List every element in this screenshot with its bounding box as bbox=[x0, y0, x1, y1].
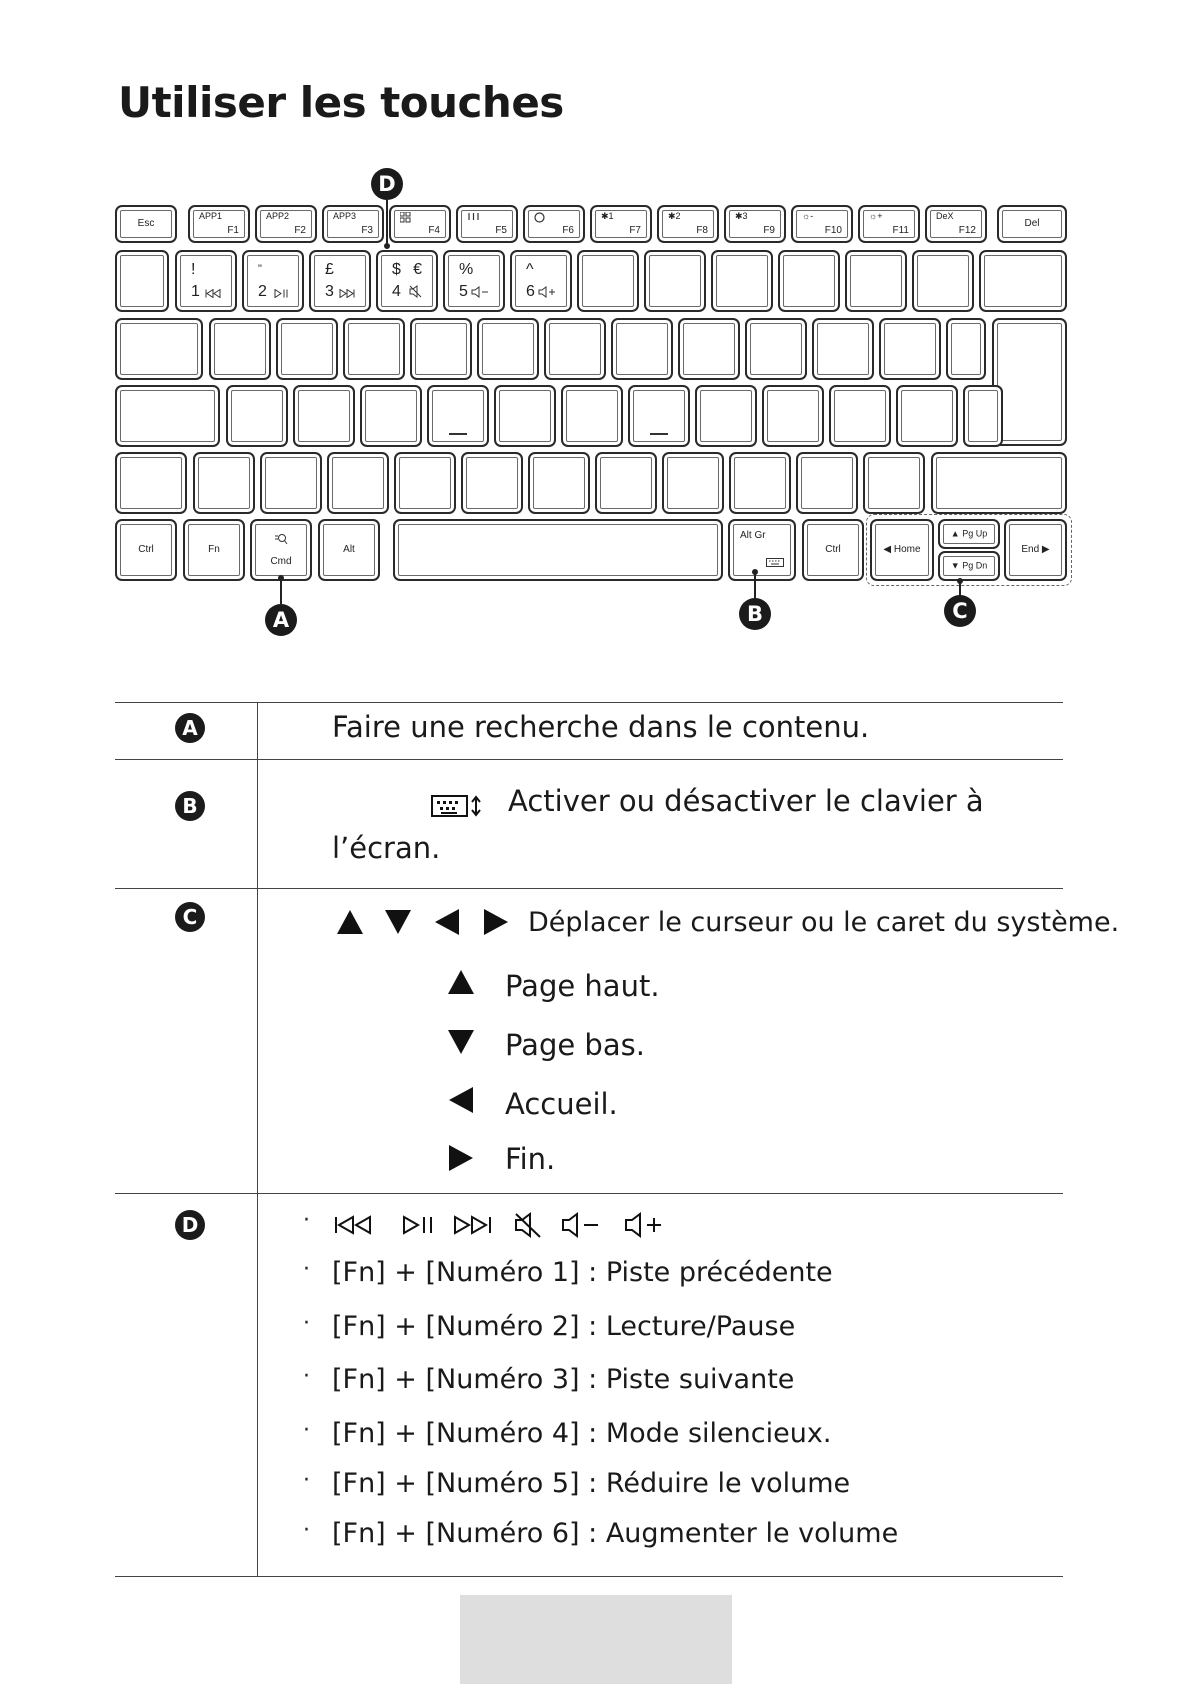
key-n bbox=[595, 452, 657, 514]
key-q bbox=[209, 318, 271, 380]
key-9 bbox=[711, 250, 773, 312]
key-c bbox=[394, 452, 456, 514]
key-label: 4 bbox=[392, 283, 401, 300]
mute-icon bbox=[513, 1211, 543, 1244]
search-icon bbox=[252, 533, 310, 548]
key-f9 bbox=[724, 205, 786, 243]
arrow-right-icon bbox=[449, 1145, 473, 1171]
key-top-label: ^ bbox=[526, 261, 534, 278]
row-b-text-line1: Activer ou désactiver le clavier à bbox=[508, 784, 984, 818]
key-period bbox=[796, 452, 858, 514]
key-label: Cmd bbox=[270, 556, 292, 567]
key-a bbox=[226, 385, 288, 447]
key-f8 bbox=[657, 205, 719, 243]
key-altgr-label: € bbox=[413, 261, 422, 278]
key-label: F2 bbox=[294, 225, 306, 236]
key-top-label: ✱2 bbox=[668, 211, 681, 221]
key-label: F3 bbox=[361, 225, 373, 236]
key-equals bbox=[912, 250, 974, 312]
keyboard-icon bbox=[766, 558, 784, 570]
key-g bbox=[494, 385, 556, 447]
row-d-item: [Fn] + [Numéro 6] : Augmenter le volume bbox=[332, 1518, 899, 1549]
key-shift-right bbox=[931, 452, 1067, 514]
home-circle-icon bbox=[534, 212, 545, 226]
previous-track-icon bbox=[205, 288, 221, 300]
key-3 bbox=[309, 250, 371, 312]
key-caps-lock bbox=[115, 385, 220, 447]
bullet: · bbox=[303, 1257, 310, 1282]
key-1 bbox=[175, 250, 237, 312]
key-label: End ▶ bbox=[1021, 544, 1050, 555]
key-label: 5 bbox=[459, 283, 468, 300]
row-c-main-text: Déplacer le curseur ou le caret du système. bbox=[528, 907, 1120, 938]
key-minus bbox=[845, 250, 907, 312]
key-label: 6 bbox=[526, 283, 535, 300]
key-label: Ctrl bbox=[825, 544, 841, 555]
page-title: Utiliser les touches bbox=[118, 78, 564, 127]
key-s bbox=[293, 385, 355, 447]
keyboard-illustration bbox=[0, 0, 1191, 660]
play-pause-icon bbox=[402, 1215, 434, 1240]
key-top-label: ☼- bbox=[802, 211, 814, 221]
play-pause-icon bbox=[274, 288, 288, 300]
key-ctrl-left bbox=[115, 519, 177, 581]
key-top-label: APP2 bbox=[266, 211, 290, 221]
key-t bbox=[477, 318, 539, 380]
key-top-label: ☼+ bbox=[869, 211, 883, 221]
key-quote bbox=[896, 385, 958, 447]
key-e bbox=[343, 318, 405, 380]
key-label: F5 bbox=[495, 225, 507, 236]
key-top-label: APP1 bbox=[199, 211, 223, 221]
bullet: · bbox=[303, 1468, 310, 1493]
key-y bbox=[544, 318, 606, 380]
key-i bbox=[678, 318, 740, 380]
key-f3 bbox=[322, 205, 384, 243]
key-label: Ctrl bbox=[138, 544, 154, 555]
key-top-label: ✱1 bbox=[601, 211, 614, 221]
callout-a: A bbox=[265, 604, 297, 636]
key-slash bbox=[863, 452, 925, 514]
key-f12 bbox=[925, 205, 987, 243]
key-alt bbox=[318, 519, 380, 581]
key-label: F8 bbox=[696, 225, 708, 236]
bullet: · bbox=[303, 1208, 310, 1233]
key-space bbox=[393, 519, 723, 581]
key-f1 bbox=[188, 205, 250, 243]
key-w bbox=[276, 318, 338, 380]
key-bracket-left bbox=[879, 318, 941, 380]
key-comma bbox=[729, 452, 791, 514]
key-x bbox=[327, 452, 389, 514]
bullet: · bbox=[303, 1518, 310, 1543]
arrow-down-icon bbox=[448, 1030, 474, 1054]
key-end bbox=[1004, 519, 1067, 581]
bullet: · bbox=[303, 1418, 310, 1443]
row-c-item-text: Accueil. bbox=[505, 1087, 618, 1121]
key-label: F10 bbox=[824, 225, 842, 236]
key-label: 1 bbox=[191, 283, 200, 300]
key-label: Alt Gr bbox=[740, 530, 766, 541]
key-u bbox=[611, 318, 673, 380]
key-f6 bbox=[523, 205, 585, 243]
next-track-icon bbox=[339, 288, 355, 300]
callout-d-leader bbox=[386, 200, 388, 244]
volume-down-icon bbox=[560, 1211, 602, 1244]
key-label: F11 bbox=[892, 225, 909, 236]
row-d-item: [Fn] + [Numéro 4] : Mode silencieux. bbox=[332, 1418, 832, 1449]
key-v bbox=[461, 452, 523, 514]
apps-grid-icon bbox=[400, 212, 411, 226]
row-badge-c: C bbox=[175, 902, 205, 932]
page-number-tab bbox=[460, 1595, 732, 1684]
key-label: F6 bbox=[562, 225, 574, 236]
key-top-label: APP3 bbox=[333, 211, 357, 221]
row-badge-b: B bbox=[175, 791, 205, 821]
key-4 bbox=[376, 250, 438, 312]
row-a-text: Faire une recherche dans le contenu. bbox=[332, 710, 870, 744]
key-h bbox=[561, 385, 623, 447]
key-label: F1 bbox=[227, 225, 239, 236]
row-d-item: [Fn] + [Numéro 5] : Réduire le volume bbox=[332, 1468, 851, 1499]
key-label: 3 bbox=[325, 283, 334, 300]
row-c-item-text: Page bas. bbox=[505, 1028, 645, 1062]
key-label: Del bbox=[1024, 218, 1040, 229]
key-semicolon bbox=[829, 385, 891, 447]
key-tab bbox=[115, 318, 203, 380]
key-top-label: DeX bbox=[936, 211, 954, 221]
bullet: · bbox=[303, 1311, 310, 1336]
bullet: · bbox=[303, 1364, 310, 1389]
key-enter bbox=[992, 318, 1067, 446]
key-label: Fn bbox=[208, 544, 220, 555]
arrow-up-icon bbox=[448, 970, 474, 994]
key-label: F7 bbox=[629, 225, 641, 236]
key-z bbox=[260, 452, 322, 514]
key-6 bbox=[510, 250, 572, 312]
key-f10 bbox=[791, 205, 853, 243]
key-f7 bbox=[590, 205, 652, 243]
key-esc bbox=[115, 205, 177, 243]
key-label: ◀ Home bbox=[883, 544, 921, 555]
key-f2 bbox=[255, 205, 317, 243]
key-backspace bbox=[979, 250, 1067, 312]
row-c-item-text: Page haut. bbox=[505, 969, 660, 1003]
key-0 bbox=[778, 250, 840, 312]
key-label: Esc bbox=[137, 218, 155, 229]
callout-b-leader bbox=[754, 572, 756, 598]
key-p bbox=[812, 318, 874, 380]
key-pgup bbox=[938, 519, 1000, 549]
key-shift-left bbox=[115, 452, 187, 514]
table-column-divider bbox=[257, 702, 258, 1576]
key-hash bbox=[963, 385, 1003, 447]
volume-down-icon bbox=[471, 286, 489, 300]
arrow-left-icon bbox=[449, 1087, 473, 1113]
key-2 bbox=[242, 250, 304, 312]
key-label: Alt bbox=[343, 544, 355, 555]
callout-b: B bbox=[739, 598, 771, 630]
home-bump bbox=[449, 433, 467, 435]
key-label: F12 bbox=[958, 225, 976, 236]
row-d-item: [Fn] + [Numéro 3] : Piste suivante bbox=[332, 1364, 795, 1395]
callout-a-leader bbox=[280, 578, 282, 604]
key-fn bbox=[183, 519, 245, 581]
callout-d-dot bbox=[384, 243, 390, 249]
row-badge-a: A bbox=[175, 713, 205, 743]
arrow-left-icon bbox=[435, 909, 459, 935]
key-d bbox=[360, 385, 422, 447]
arrow-right-icon bbox=[484, 909, 508, 935]
key-label: ▲ Pg Up bbox=[950, 528, 988, 539]
key-altgr bbox=[728, 519, 796, 581]
key-label: ▼ Pg Dn bbox=[950, 560, 988, 571]
home-bump bbox=[650, 433, 668, 435]
recent-apps-icon bbox=[467, 212, 480, 224]
next-track-icon bbox=[453, 1215, 493, 1240]
key-7 bbox=[577, 250, 639, 312]
key-bracket-right bbox=[946, 318, 986, 380]
key-f5 bbox=[456, 205, 518, 243]
key-f bbox=[427, 385, 489, 447]
key-8 bbox=[644, 250, 706, 312]
key-del bbox=[997, 205, 1067, 243]
key-backslash bbox=[193, 452, 255, 514]
key-m bbox=[662, 452, 724, 514]
arrow-down-icon bbox=[385, 910, 411, 934]
key-l bbox=[762, 385, 824, 447]
key-top-label: " bbox=[258, 263, 262, 275]
key-f11 bbox=[858, 205, 920, 243]
key-5 bbox=[443, 250, 505, 312]
row-badge-d: D bbox=[175, 1210, 205, 1240]
key-f4 bbox=[389, 205, 451, 243]
key-pgdn bbox=[938, 551, 1000, 581]
row-d-item: [Fn] + [Numéro 1] : Piste précédente bbox=[332, 1257, 833, 1288]
key-ctrl-right bbox=[802, 519, 864, 581]
volume-up-icon bbox=[623, 1211, 665, 1244]
key-home bbox=[870, 519, 934, 581]
key-top-label: ! bbox=[191, 261, 196, 278]
callout-d: D bbox=[371, 168, 403, 200]
callout-c: C bbox=[944, 595, 976, 627]
row-c-item-text: Fin. bbox=[505, 1142, 556, 1176]
key-o bbox=[745, 318, 807, 380]
key-top-label: % bbox=[459, 261, 474, 278]
keyboard-toggle-icon bbox=[431, 793, 483, 824]
key-backtick bbox=[115, 250, 169, 312]
key-r bbox=[410, 318, 472, 380]
key-label: F4 bbox=[428, 225, 440, 236]
row-d-item: [Fn] + [Numéro 2] : Lecture/Pause bbox=[332, 1311, 796, 1342]
row-b-text-line2: l’écran. bbox=[332, 831, 441, 865]
key-cmd bbox=[250, 519, 312, 581]
key-k bbox=[695, 385, 757, 447]
mute-icon bbox=[409, 285, 422, 300]
table-rule bbox=[115, 1576, 1063, 1577]
key-top-label: £ bbox=[325, 261, 334, 278]
previous-track-icon bbox=[334, 1215, 374, 1240]
arrow-up-icon bbox=[337, 910, 363, 934]
key-b bbox=[528, 452, 590, 514]
key-label: 2 bbox=[258, 283, 267, 300]
key-label: F9 bbox=[763, 225, 775, 236]
key-top-label: $ bbox=[392, 261, 401, 278]
volume-up-icon bbox=[538, 286, 556, 300]
key-j bbox=[628, 385, 690, 447]
key-top-label: ✱3 bbox=[735, 211, 748, 221]
